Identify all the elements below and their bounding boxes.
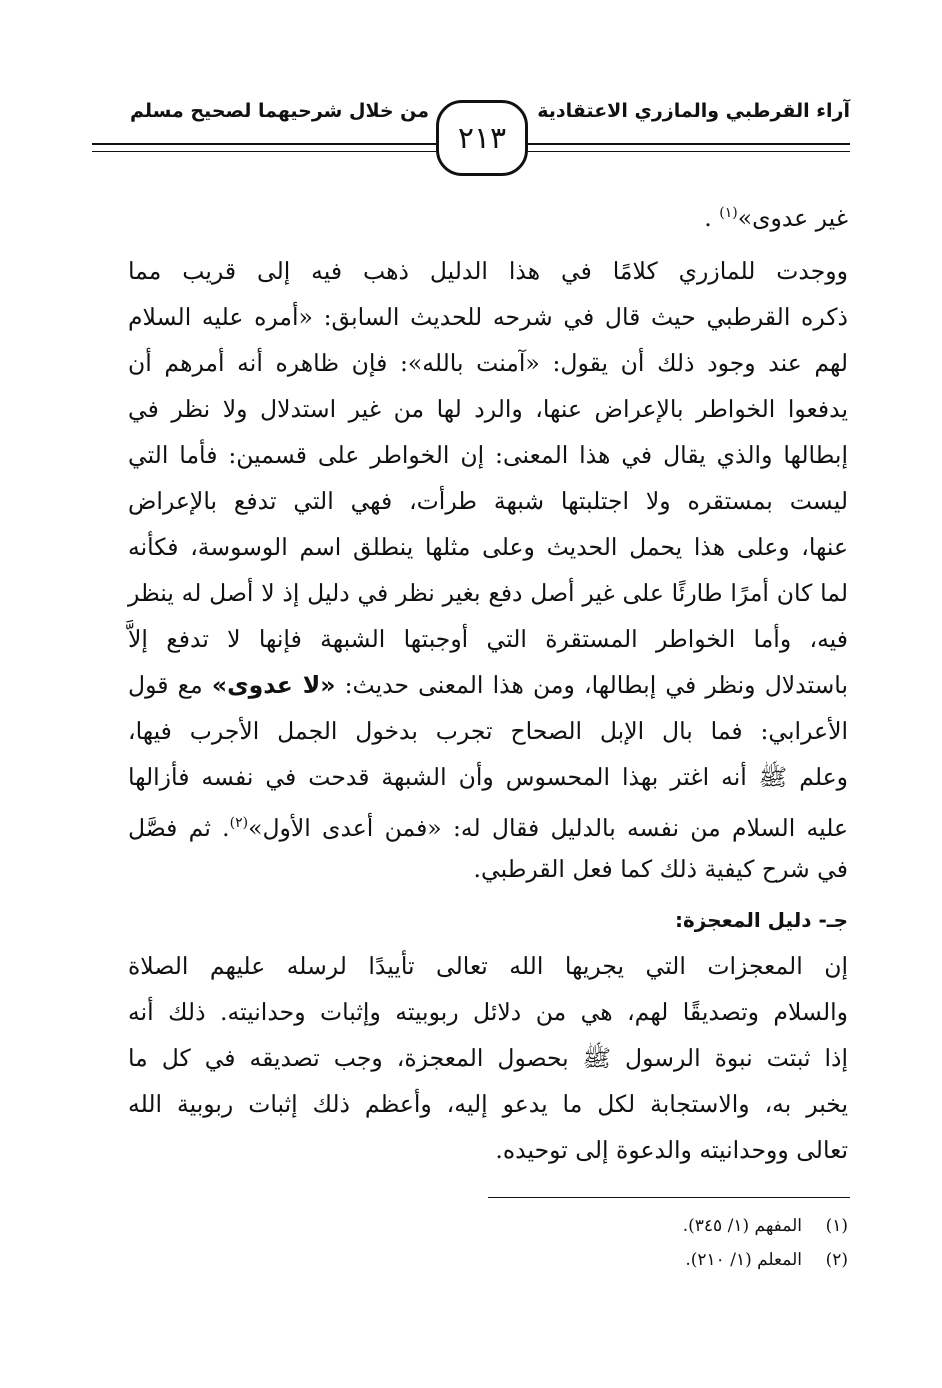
text-line: إن المعجزات التي يجريها الله تعالى تأييدًا لرسله عليهم الصلاة [128,952,848,980]
text-line: فيه، وأما الخواطر المستقرة التي أوجبتها الشبهة فإنها لا تدفع إلاَّ [128,625,848,653]
footnote-separator [488,1197,850,1198]
text-line: إبطالها والذي يقال في هذا المعنى: إن الخواطر على قسمين: فأما التي [128,441,848,469]
footnote-number: (١) [825,1216,848,1236]
footnote-text: المفهم (١/ ٣٤٥). [682,1216,802,1236]
text-line: لما كان أمرًا طارئًا على غير أصل دفع بغير نظر في دليل إذ لا أصل له ينظر [128,579,848,607]
footnote-number: (٢) [825,1250,848,1270]
text-line: ليست بمستقره ولا اجتلبتها شبهة طرأت، فهي التي تدفع بالإعراض [128,487,848,515]
footnote-text: المعلم (١/ ٢١٠). [685,1250,802,1270]
text-line: ذكره القرطبي حيث قال في شرحه للحديث السابق: «أمره عليه السلام [128,303,848,331]
text-line: يدفعوا الخواطر بالإعراض عنها، والرد لها من غير استدلال ولا نظر في [128,395,848,423]
footnote-ref: (١) [719,205,738,221]
page-number: ٢١٣ [436,100,528,176]
header-rule-right-bottom [528,151,850,152]
text-line: يخبر به، والاستجابة لكل ما يدعو إليه، وأعظم ذلك إثبات ربوبية الله [128,1090,848,1118]
running-header-title: آراء القرطبي والمازري الاعتقادية [537,100,850,122]
text-line: تعالى ووحدانيته والدعوة إلى توحيده. [495,1136,848,1164]
text-line: لهم عند وجود ذلك أن يقول: «آمنت بالله»: فإن ظاهره أنه أمرهم أن [128,349,848,377]
text-line: إذا ثبتت نبوة الرسول ﷺ بحصول المعجزة، وجب تصديقه في كل ما [128,1044,848,1072]
text-line: الأعرابي: فما بال الإبل الصحاح تجرب بدخول الجمل الأجرب فيها، [128,717,849,745]
text-line: باستدلال ونظر في إبطالها، ومن هذا المعنى حديث: «لا عدوى» مع قول [128,671,848,699]
footnote [683,1212,848,1240]
text-line: عنها، وعلى هذا يحمل الحديث وعلى مثلها ينطلق اسم الوسوسة، فكأنه [128,533,848,561]
text-line: في شرح كيفية ذلك كما فعل القرطبي. [473,855,848,883]
header-rule-right-top [528,143,850,145]
section-heading: جـ- دليل المعجزة: [675,908,848,932]
footnote [685,1246,848,1274]
bold-phrase: «لا عدوى» [211,671,336,699]
text-line: غير عدوى»$^{(١)}$ . [704,204,848,232]
text-line: عليه السلام من نفسه بالدليل فقال له: «فمن أعدى الأول»$^{(٢)}$. ثم فصَّل [128,814,848,842]
text-line: والسلام وتصديقًا لهم، هي من دلائل ربوبيته وإثبات وحدانيته. ذلك أنه [128,998,848,1026]
running-header-subtitle: من خلال شرحيهما لصحيح مسلم [130,100,430,122]
footnote-ref: (٢) [229,815,249,831]
header-rule-left-bottom [92,151,436,152]
text-line: ووجدت للمازري كلامًا في هذا الدليل ذهب فيه إلى قريب مما [128,257,848,285]
header-rule-left-top [92,143,436,145]
text-line: وعلم ﷺ أنه اغتر بهذا المحسوس وأن الشبهة قدحت في نفسه فأزالها [128,763,848,791]
